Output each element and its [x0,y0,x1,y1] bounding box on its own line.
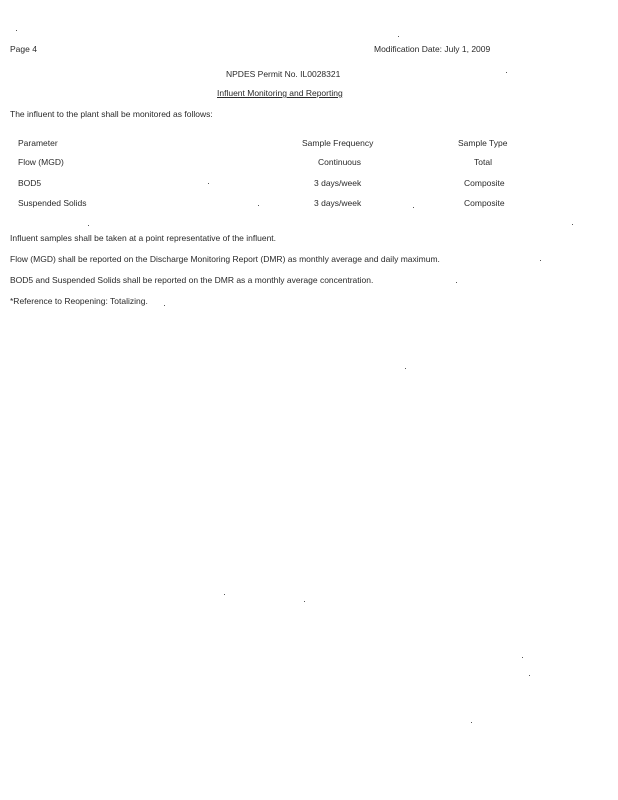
scan-speck [16,30,17,31]
scan-speck [471,722,472,723]
page-number: Page 4 [10,44,37,54]
row-type: Total [474,157,492,167]
scan-speck [88,225,89,226]
intro-text: The influent to the plant shall be monitored as follows: [10,109,213,119]
modification-date: Modification Date: July 1, 2009 [374,44,491,54]
header-sample-type: Sample Type [458,138,508,148]
scan-speck [506,72,507,73]
row-parameter: BOD5 [18,178,42,188]
scan-speck [540,260,541,261]
row-frequency: Continuous [318,157,362,167]
scan-speck [413,207,414,208]
scan-speck [304,601,305,602]
header-sample-frequency: Sample Frequency [302,138,374,148]
scan-speck [208,183,209,184]
row-type: Composite [464,198,505,208]
note-reference: *Reference to Reopening: Totalizing. [10,296,148,306]
scan-speck [164,305,165,306]
row-parameter: Flow (MGD) [18,157,64,167]
scan-speck [529,675,530,676]
note-bod-ss-reporting: BOD5 and Suspended Solids shall be reported on the DMR as a monthly average concentration. [10,275,374,285]
scan-speck [224,594,225,595]
scan-speck [405,368,406,369]
scan-speck [456,282,457,283]
row-frequency: 3 days/week [314,198,362,208]
scan-speck [398,36,399,37]
row-parameter: Suspended Solids [18,198,87,208]
row-type: Composite [464,178,505,188]
section-title: Influent Monitoring and Reporting [217,88,343,98]
row-frequency: 3 days/week [314,178,362,188]
permit-number: NPDES Permit No. IL0028321 [226,69,341,79]
header-parameter: Parameter [18,138,58,148]
scan-speck [522,657,523,658]
note-flow-reporting: Flow (MGD) shall be reported on the Discharge Monitoring Report (DMR) as monthly average and daily maximum. [10,254,440,264]
note-sampling-point: Influent samples shall be taken at a point representative of the influent. [10,233,277,243]
scan-speck [258,205,259,206]
scan-speck [572,224,573,225]
